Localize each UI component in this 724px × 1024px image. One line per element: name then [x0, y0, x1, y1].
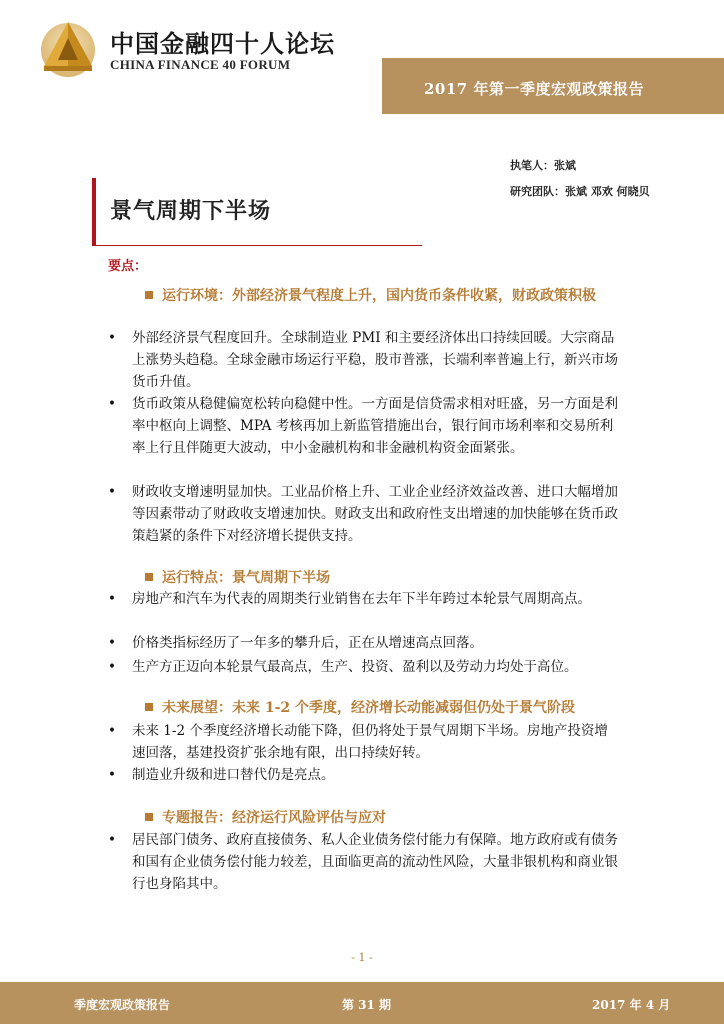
- bullet-dot-icon: •: [108, 767, 116, 783]
- section-heading-text: 运行环境：外部经济景气程度上升，国内货币条件收紧，财政政策积极: [162, 288, 596, 304]
- page-number: - 1 -: [351, 951, 373, 964]
- footer-date: 2017 年 4 月: [592, 998, 671, 1012]
- square-bullet-icon: [145, 573, 153, 581]
- bullet-dot-icon: •: [108, 635, 116, 651]
- bullet-text: 未来 1-2 个季度经济增长动能下降，但仍将处于景气周期下半场。房地产投资增速回落，基建投资扩张余地有限，出口持续好转。: [132, 723, 608, 761]
- section-heading-text: 运行特点：景气周期下半场: [162, 570, 330, 586]
- bullet-text: 居民部门债务、政府直接债务、私人企业债务偿付能力有保障。地方政府或有债务和国有企业债务偿付能力较差，且面临更高的流动性风险，大量非银机构和商业银行也身陷其中。: [132, 832, 618, 892]
- section-heading: [145, 697, 615, 719]
- logo-english-name: CHINA FINANCE 40 FORUM: [110, 57, 291, 72]
- author-writer: 执笔人：张斌: [510, 159, 576, 172]
- bullet-text: 制造业升级和进口替代仍是亮点。: [132, 767, 335, 783]
- square-bullet-icon: [145, 813, 153, 821]
- bullet-dot-icon: •: [108, 591, 116, 607]
- footer-report-name: 季度宏观政策报告: [74, 998, 171, 1012]
- bullet-text: 房地产和汽车为代表的周期类行业销售在去年下半年跨过本轮景气周期高点。: [132, 591, 591, 607]
- section-heading-text: 未来展望：未来 1-2 个季度，经济增长动能减弱但仍处于景气阶段: [162, 700, 576, 716]
- author-team: 研究团队：张斌 邓欢 何晓贝: [510, 185, 650, 198]
- square-bullet-icon: [145, 703, 153, 711]
- title-divider: [96, 245, 422, 246]
- bullet-text: 生产方正迈向本轮景气最高点，生产、投资、盈利以及劳动力均处于高位。: [132, 659, 578, 675]
- section-heading: [145, 807, 615, 829]
- section-heading: [145, 567, 615, 589]
- footer-issue: 第 31 期: [342, 998, 392, 1012]
- section-heading-text: 专题报告：经济运行风险评估与应对: [162, 810, 386, 826]
- title-accent-bar: [92, 178, 96, 246]
- bullet-dot-icon: •: [108, 723, 116, 739]
- bullet-dot-icon: •: [108, 484, 116, 500]
- report-banner-title: 2017 年第一季度宏观政策报告: [424, 80, 644, 98]
- bullet-text: 财政收支增速明显加快。工业品价格上升、工业企业经济效益改善、进口大幅增加等因素带动了财政收支增速加快。财政支出和政府性支出增速的加快能够在货币政策趋紧的条件下对经济增长提供支持。: [132, 484, 618, 544]
- page-title: 景气周期下半场: [110, 198, 272, 224]
- square-bullet-icon: [145, 291, 153, 299]
- section-heading: [145, 285, 615, 307]
- bullet-dot-icon: •: [108, 832, 116, 848]
- bullet-dot-icon: •: [108, 659, 116, 675]
- key-points-label: 要点：: [108, 259, 148, 274]
- bullet-dot-icon: •: [108, 330, 116, 346]
- logo-chinese-name: 中国金融四十人论坛: [110, 30, 335, 58]
- bullet-text: 价格类指标经历了一年多的攀升后，正在从增速高点回落。: [132, 635, 483, 651]
- bullet-dot-icon: •: [108, 396, 116, 412]
- forum-logo-icon: [40, 16, 96, 78]
- bullet-text: 货币政策从稳健偏宽松转向稳健中性。一方面是信贷需求相对旺盛，另一方面是利率中枢向上调整、MPA 考核再加上新监管措施出台，银行间市场利率和交易所利率上行且伴随更大波动，中小金融机构和非金融机构资金面紧张。: [132, 396, 618, 456]
- bullet-text: 外部经济景气程度回升。全球制造业 PMI 和主要经济体出口持续回暖。大宗商品上涨势头趋稳。全球金融市场运行平稳，股市普涨，长端利率普遍上行，新兴市场货币升值。: [132, 330, 618, 390]
